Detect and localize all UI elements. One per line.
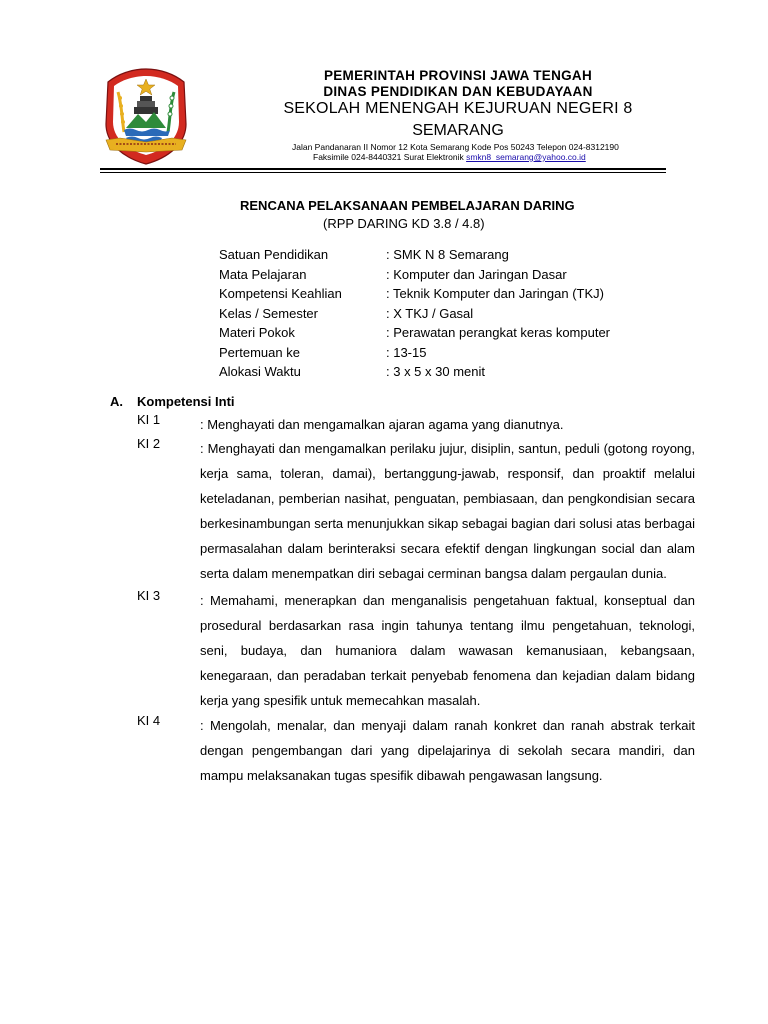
document-title: RENCANA PELAKSANAAN PEMBELAJARAN DARING bbox=[240, 198, 575, 213]
info-label: Kelas / Semester bbox=[219, 305, 318, 321]
info-label: Satuan Pendidikan bbox=[219, 247, 329, 262]
ki-code: KI 1 bbox=[137, 412, 161, 427]
info-value: : Komputer dan Jaringan Dasar bbox=[386, 266, 567, 282]
info-value: : SMK N 8 Semarang bbox=[386, 247, 509, 262]
letterhead-address: Jalan Pandanaran II Nomor 12 Kota Semarang Kode Pos 50243 Telepon 024-8312190 bbox=[292, 142, 619, 152]
document-subtitle: (RPP DARING KD 3.8 / 4.8) bbox=[323, 216, 485, 231]
ki-text: : Mengolah, menalar, dan menyaji dalam ranah konkret dan ranah abstrak terkait dengan pengembangan dari yang dipelajarinya di sekolah secara mandiri, dan mampu melaksanakan tugas spesifik dibawah pengawasan langsung. bbox=[200, 718, 695, 783]
letterhead-city: SEMARANG bbox=[412, 122, 504, 139]
ki-code: KI 4 bbox=[137, 713, 161, 728]
ki-text: : Menghayati dan mengamalkan ajaran agama yang dianutnya. bbox=[200, 417, 564, 432]
email-link[interactable]: smkn8_semarang@yahoo.co.id bbox=[466, 152, 586, 162]
letterhead-rule-thin bbox=[100, 172, 666, 173]
fax-label: Faksimile 024-8440321 Surat Elektronik bbox=[313, 152, 464, 162]
info-label: Mata Pelajaran bbox=[219, 266, 307, 282]
ki-code: KI 3 bbox=[137, 588, 161, 603]
info-value: : 3 x 5 x 30 menit bbox=[386, 364, 485, 379]
ki-code: KI 2 bbox=[137, 436, 161, 451]
ki-text: : Memahami, menerapkan dan menganalisis pengetahuan faktual, konseptual dan prosedural berdasarkan rasa ingin tahunya tentang ilmu pengetahuan, teknologi, seni, budaya, dan humaniora dalam wawasan kemanusiaan, kebangsaan, kenegaraan, dan peradaban terkait penyebab fenomena dan kejadian dalam bidang kerja yang spesifik untuk memecahkan masalah. bbox=[200, 593, 695, 708]
letterhead-contact bbox=[313, 152, 586, 162]
info-label: Materi Pokok bbox=[219, 325, 295, 340]
info-label: Alokasi Waktu bbox=[219, 364, 301, 379]
ki-text: : Menghayati dan mengamalkan perilaku jujur, disiplin, santun, peduli (gotong royong, kerja sama, toleran, damai), bertanggung-jawab, responsif, dan proaktif melalui keteladanan, pemberian nasihat, penguatan, pembiasaan, dan pengkondisian secara berkesinambungan serta menunjukkan sikap sebagai bagian dari solusi atas berbagai permasalahan dalam berinteraksi secara efektif dengan lingkungan social dan alam serta dalam menempatkan diri sebagai cerminan bangsa dalam pergaulan dunia. bbox=[200, 441, 695, 581]
section-a-heading bbox=[110, 394, 235, 409]
letterhead-government: PEMERINTAH PROVINSI JAWA TENGAH bbox=[323, 68, 593, 83]
letterhead-school-name: SEKOLAH MENENGAH KEJURUAN NEGERI 8 bbox=[283, 100, 633, 117]
central-java-crest-icon bbox=[100, 66, 192, 166]
letterhead-rule-thick bbox=[100, 168, 666, 170]
info-label: Pertemuan ke bbox=[219, 344, 300, 360]
letterhead-department: DINAS PENDIDIKAN DAN KEBUDAYAAN bbox=[323, 84, 593, 99]
info-value: : 13-15 bbox=[386, 344, 427, 360]
section-title: Kompetensi Inti bbox=[137, 394, 235, 409]
info-value: : Perawatan perangkat keras komputer bbox=[386, 325, 611, 340]
info-value: : Teknik Komputer dan Jaringan (TKJ) bbox=[386, 286, 604, 301]
section-letter: A. bbox=[110, 394, 123, 409]
info-label: Kompetensi Keahlian bbox=[219, 286, 342, 301]
info-value: : X TKJ / Gasal bbox=[386, 305, 474, 321]
